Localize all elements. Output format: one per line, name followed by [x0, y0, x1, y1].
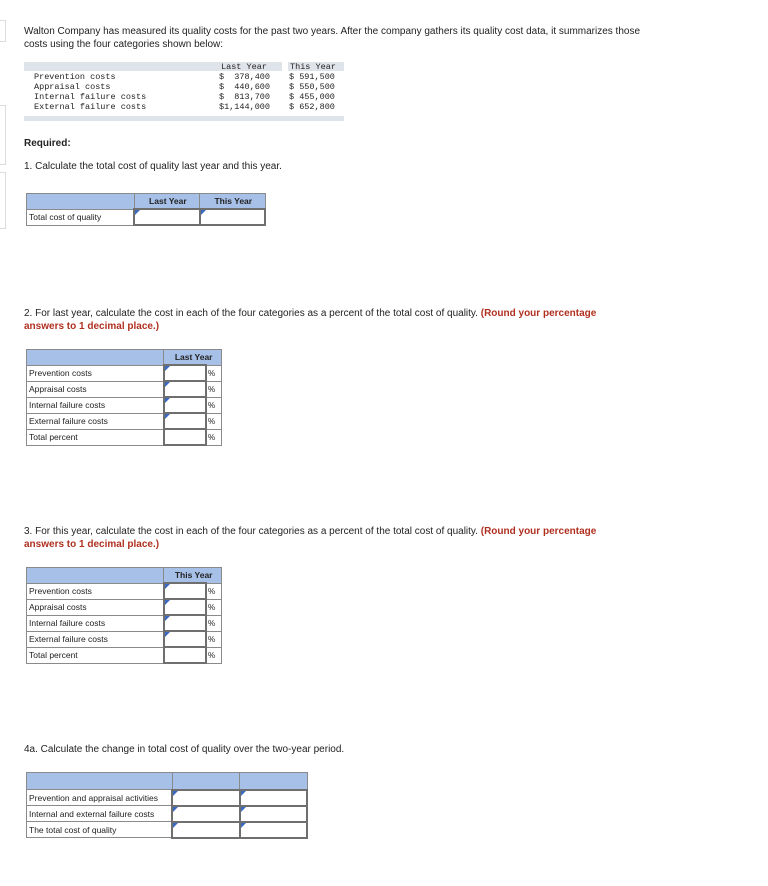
question-2: 2. For last year, calculate the cost in each of the four categories as a percent of the total cost of quality. (Round your percentage answers to 1 decimal place.): [24, 308, 597, 332]
row-label: Internal failure costs: [27, 397, 164, 413]
this-year-value: $ 652,800: [289, 102, 335, 112]
q2-answer-table: [26, 349, 222, 446]
this-year-value: $ 591,500: [289, 72, 335, 82]
percent-sign: %: [206, 583, 222, 599]
rounding-note: (Round your percentage answers to 1 decimal place.): [24, 308, 597, 332]
header-blank-cell: [27, 350, 164, 366]
header-blank-cell: [27, 568, 164, 584]
row-label: Internal and external failure costs: [27, 806, 173, 822]
percent-sign: %: [206, 647, 222, 663]
this-year-value: $ 550,500: [289, 82, 335, 92]
row-label: Total percent: [27, 429, 164, 445]
change-col2-input[interactable]: [240, 790, 307, 806]
quality-cost-data-table: [24, 62, 344, 122]
this-year-value: $ 455,000: [289, 92, 335, 102]
change-col1-input[interactable]: [172, 822, 239, 838]
row-label: Prevention and appraisal activities: [27, 790, 173, 806]
col-header-this-year: This Year: [290, 62, 336, 72]
header-blank-cell: [240, 773, 307, 790]
change-col2-input[interactable]: [240, 822, 307, 838]
row-label: Total percent: [27, 647, 164, 663]
last-year-value: $1,144,000: [219, 102, 271, 112]
percent-sign: %: [206, 365, 222, 381]
row-label: Total cost of quality: [27, 209, 135, 225]
row-label: Prevention costs: [27, 583, 164, 599]
percent-sign: %: [206, 631, 222, 647]
left-tab: [0, 172, 6, 229]
question-1: 1. Calculate the total cost of quality last year and this year.: [24, 161, 282, 172]
change-col2-input[interactable]: [240, 806, 307, 822]
row-label: External failure costs: [34, 102, 147, 112]
col-header-last-year: Last Year: [134, 194, 199, 210]
total-pct-input[interactable]: [164, 429, 206, 445]
row-label: Internal failure costs: [27, 615, 164, 631]
row-label: The total cost of quality: [27, 822, 173, 838]
left-tab: [0, 20, 6, 42]
row-label: Appraisal costs: [27, 381, 164, 397]
percent-sign: %: [206, 429, 222, 445]
total-cost-this-year-input[interactable]: [200, 209, 265, 225]
external-failure-pct-input[interactable]: [164, 631, 206, 647]
q4a-answer-table: [26, 772, 308, 839]
percent-sign: %: [206, 615, 222, 631]
total-cost-last-year-input[interactable]: [134, 209, 199, 225]
percent-sign: %: [206, 599, 222, 615]
row-label: Prevention costs: [34, 72, 116, 82]
appraisal-pct-input[interactable]: [164, 381, 206, 397]
change-col1-input[interactable]: [172, 806, 239, 822]
appraisal-pct-input[interactable]: [164, 599, 206, 615]
row-label: External failure costs: [27, 631, 164, 647]
rounding-note: (Round your percentage answers to 1 decimal place.): [24, 526, 597, 550]
col-header-last-year: Last Year: [221, 62, 267, 72]
internal-failure-pct-input[interactable]: [164, 397, 206, 413]
percent-sign: %: [206, 397, 222, 413]
col-header-this-year: This Year: [200, 194, 265, 210]
total-pct-input[interactable]: [164, 647, 206, 663]
header-blank-cell: [172, 773, 239, 790]
intro-text: Walton Company has measured its quality costs for the past two years. After the company gathers its quality cost data, it summarizes those costs using the four categories shown below:: [24, 26, 641, 50]
col-header-last-year: Last Year: [164, 350, 222, 366]
question-4a: 4a. Calculate the change in total cost of quality over the two-year period.: [24, 744, 345, 755]
header-blank-cell: [27, 194, 135, 210]
percent-sign: %: [206, 413, 222, 429]
last-year-value: $ 440,600: [219, 82, 271, 92]
row-label: Internal failure costs: [34, 92, 147, 102]
prevention-pct-input[interactable]: [164, 365, 206, 381]
q1-answer-table: [26, 193, 266, 226]
row-label: Appraisal costs: [27, 599, 164, 615]
question-3: 3. For this year, calculate the cost in each of the four categories as a percent of the total cost of quality. (Round your percentage answers to 1 decimal place.): [24, 526, 597, 550]
col-header-this-year: This Year: [164, 568, 222, 584]
change-col1-input[interactable]: [172, 790, 239, 806]
left-tab: [0, 105, 6, 165]
external-failure-pct-input[interactable]: [164, 413, 206, 429]
q3-answer-table: [26, 567, 222, 664]
row-label: Prevention costs: [27, 365, 164, 381]
row-label: Appraisal costs: [34, 82, 111, 92]
row-label: External failure costs: [27, 413, 164, 429]
internal-failure-pct-input[interactable]: [164, 615, 206, 631]
required-heading: Required:: [24, 138, 71, 149]
last-year-value: $ 813,700: [219, 92, 271, 102]
percent-sign: %: [206, 381, 222, 397]
prevention-pct-input[interactable]: [164, 583, 206, 599]
header-blank-cell: [27, 773, 173, 790]
last-year-value: $ 378,400: [219, 72, 271, 82]
